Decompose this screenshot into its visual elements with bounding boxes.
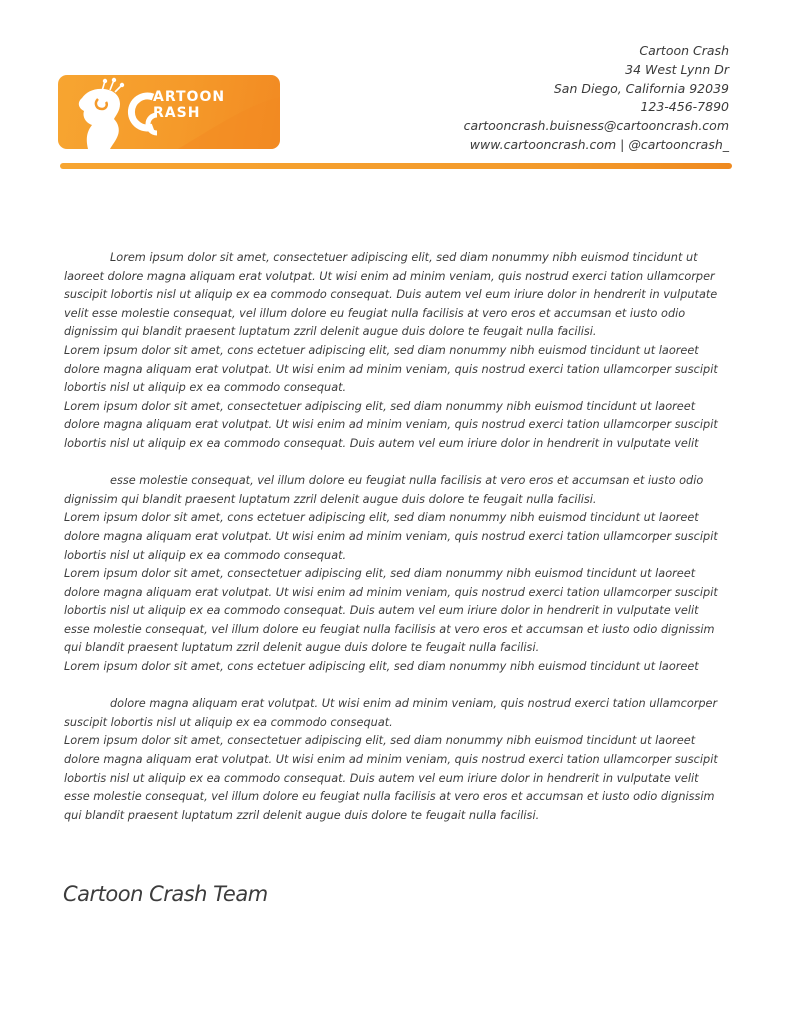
logo-text-line1: ARTOON [153, 89, 226, 105]
company-logo [58, 75, 280, 149]
website-social[interactable]: www.cartooncrash.com | @cartooncrash_ [469, 136, 729, 152]
body-paragraph: esse molestie consequat, vel illum dolore eu feugiat nulla facilisis at vero eros et accumsan et iusto odio dignissim qui blandit praesent luptatum zzril delenit augue duis dolore te feugait nulla facilisi. [64, 474, 704, 506]
body-paragraph: dolore magna aliquam erat volutpat. Ut wisi enim ad minim veniam, quis nostrud exerci tation ullamcorper suscipit lobortis nisl ut aliquip ex ea commodo consequat. [64, 697, 718, 729]
signature: Cartoon Crash Team [63, 882, 268, 906]
body-paragraph: Lorem ipsum dolor sit amet, consectetuer adipiscing elit, sed diam nonummy nibh euismod tincidunt ut laoreet dolore magna aliquam erat volutpat. Ut wisi enim ad minim veniam, quis nostrud exerci tation ullamcorper suscipit lobortis nisl ut aliquip ex ea commodo consequat. Duis autem vel eum iriure dolor in hendrerit in vulputate velit esse molestie consequat, vel illum dolore eu feugiat nulla facilisis at vero eros et accumsan et iusto odio dignissim qui blandit praesent luptatum zzril delenit augue duis dolore te feugait nulla facilisi. [64, 567, 718, 655]
city-state-zip: San Diego, California 92039 [553, 80, 729, 96]
body-paragraph: Lorem ipsum dolor sit amet, consectetuer adipiscing elit, sed diam nonummy nibh euismod tincidunt ut laoreet dolore magna aliquam erat volutpat. Ut wisi enim ad minim veniam, quis nostrud exerci tation ullamcorper suscipit lobortis nisl ut aliquip ex ea commodo consequat. Duis autem vel eum iriure dolor in hendrerit in vulputate velit esse molestie consequat, vel illum dolore eu feugiat nulla facilisis at vero eros et accumsan et iusto odio dignissim qui blandit praesent luptatum zzril delenit augue duis dolore te feugait nulla facilisi. [64, 734, 718, 822]
email-address[interactable]: cartooncrash.buisness@cartooncrash.com [463, 118, 729, 134]
body-paragraph: Lorem ipsum dolor sit amet, consectetuer adipiscing elit, sed diam nonummy nibh euismod tincidunt ut laoreet dolore magna aliquam erat volutpat. Ut wisi enim ad minim veniam, quis nostrud exerci tation ullamcorper suscipit lobortis nisl ut aliquip ex ea commodo consequat. Duis autem vel eum iriure dolor in hendrerit in vulputate velit [64, 399, 718, 450]
body-paragraph: Lorem ipsum dolor sit amet, cons ectetuer adipiscing elit, sed diam nonummy nibh euismod tincidunt ut laoreet dolore magna aliquam erat volutpat. Ut wisi enim ad minim veniam, quis nostrud exerci tation ullamcorper suscipit lobortis nisl ut aliquip ex ea commodo consequat. [64, 511, 718, 562]
body-paragraph: Lorem ipsum dolor sit amet, cons ectetuer adipiscing elit, sed diam nonummy nibh euismod tincidunt ut laoreet dolore magna aliquam erat volutpat. Ut wisi enim ad minim veniam, quis nostrud exerci tation ullamcorper suscipit lobortis nisl ut aliquip ex ea commodo consequat. [64, 343, 718, 395]
phone-number: 123-456-7890 [640, 99, 729, 115]
letter-body [64, 249, 732, 825]
header-divider [60, 163, 732, 169]
logo-text-line2: RASH [153, 105, 201, 121]
street-address: 34 West Lynn Dr [625, 61, 729, 77]
body-paragraph: Lorem ipsum dolor sit amet, consectetuer adipiscing elit, sed diam nonummy nibh euismod tincidunt ut laoreet dolore magna aliquam erat volutpat. Ut wisi enim ad minim veniam, quis nostrud exerci tation ullamcorper suscipit lobortis nisl ut aliquip ex ea commodo consequat. Duis autem vel eum iriure dolor in hendrerit in vulputate velit esse molestie consequat, vel illum dolore eu feugiat nulla facilisis at vero eros et accumsan et iusto odio dignissim qui blandit praesent luptatum zzril delenit augue duis dolore te feugait nulla facilisi. [64, 251, 718, 339]
body-paragraph: Lorem ipsum dolor sit amet, cons ectetuer adipiscing elit, sed diam nonummy nibh euismod tincidunt ut laoreet [64, 660, 699, 674]
company-name: Cartoon Crash [639, 43, 729, 58]
contact-block [464, 42, 729, 155]
